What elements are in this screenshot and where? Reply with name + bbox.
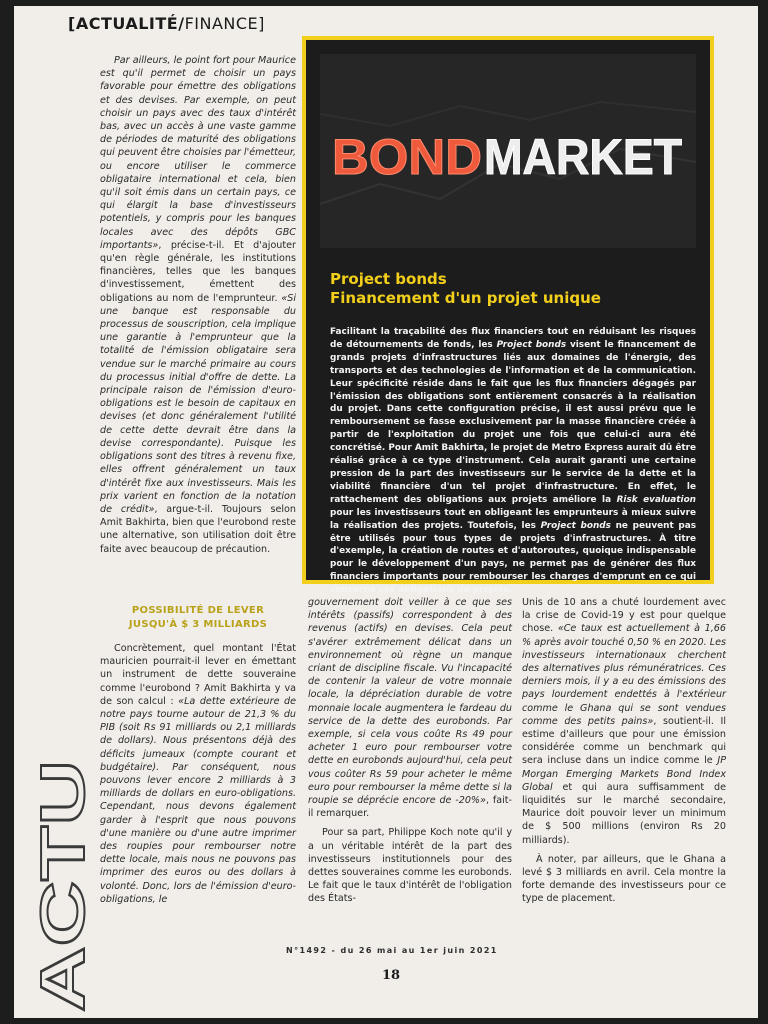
box-text-italic-3: Project bonds xyxy=(540,520,611,531)
side-label-text: ACTU xyxy=(29,839,98,1012)
rubric-section: [ACTUALITÉ/ xyxy=(68,14,185,33)
box-title-line-2: Financement d'un projet unique xyxy=(330,289,601,307)
col4-text-3: et qui aura suffisamment de liquidités sur le marché secondaire, Maurice doit pouvoir lever un minimum de $ 500 millions (environ Rs 20 milliards). xyxy=(522,781,726,846)
col3-quote-1: gouvernement doit veiller à ce que ses intérêts (passifs) correspondent à des revenus (actifs) en devises. Cela peut s'avérer extrêmement délicat dans un environnement où règne un manque criant de discipline fiscale. Vu l'incapacité de contenir la valeur de votre monnaie locale, la dépréciation durable de votre monnaie locale augmentera le fardeau du service de la dette des eurobonds. Par exemple, si cela vous coûte Rs 49 pour acheter 1 euro pour rembourser votre dette en eurobonds aujourd'hui, cela peut vous coûter Rs 59 pour acheter le même euro pour rembourser la même dette si la roupie se déprécie encore de -20%» xyxy=(308,597,512,807)
subheading xyxy=(100,604,296,632)
box-text-italic-1: Project bonds xyxy=(496,339,567,350)
rubric-subsection: FINANCE] xyxy=(184,14,265,33)
bond-market-banner xyxy=(320,54,696,248)
col3-text-1: , fait-il remarquer. xyxy=(308,795,512,820)
box-title xyxy=(330,270,690,308)
box-text-italic-2: Risk evaluation xyxy=(616,494,696,505)
col1-text-2: , argue-t-il. Toujours selon Amit Bakhirta, bien que l'eurobond reste une alternative, son utilisation doit être faite avec beaucoup de précaution. xyxy=(100,503,296,555)
magazine-page xyxy=(14,6,758,1018)
col2-text-1: Concrètement, quel montant l'État mauricien pourrait-il lever en émettant un instrument de dette souveraine comme l'eurobond ? Amit Bakhirta y va de son calcul : xyxy=(100,643,296,707)
subheading-line-2: JUSQU'À $ 3 MILLIARDS xyxy=(128,619,268,630)
article-column-1 xyxy=(100,54,296,556)
col3-text-2: Pour sa part, Philippe Koch note qu'il y a un véritable intérêt de la part des investisseurs institutionnels pour des dettes souveraines comme les eurobonds. Le fait que le taux d'intérêt de l'obligation des États- xyxy=(308,827,512,905)
sidebar-box-project-bonds xyxy=(302,36,714,596)
box-title-line-1: Project bonds xyxy=(330,270,447,288)
col4-text-1: Unis de 10 ans a chuté lourdement avec la crise de Covid-19 y est pour quelque chose. xyxy=(522,597,726,635)
col1-quote-2: «Si une banque est responsable du processus de souscription, cela implique une garantie à l'emprunteur que la totalité de l'émission obligataire sera vendue sur le marché primaire au cours du processus initial d'offre de dette. La principale raison de l'émission d'euro-obligations est le besoin de capitaux en devises (et donc généralement l'utilité de cette dette devrait être dans la devise correspondante). Puisque les obligations sont des titres à revenu fixe, elles offrent généralement un taux d'intérêt fixe aux investisseurs. Mais les prix varient en fonction de la notation de crédit» xyxy=(100,292,296,515)
col4-italic-index: JP Morgan Emerging Markets Bond Index Global xyxy=(522,755,726,793)
article-column-4 xyxy=(522,596,726,906)
col4-text-2: , soutient-il. Il estime d'ailleurs que pour une émission considérée comme un benchmark qui sera incluse dans un indice comme le xyxy=(522,715,726,767)
col1-quote-1: Par ailleurs, le point fort pour Maurice est qu'il permet de choisir un pays favorable pour émettre des obligations et des devises. Par exemple, on peut choisir un pays avec des taux d'intérêt bas, avec un accès à une vaste gamme de périodes de maturité des obligations qui peuvent être choisies par l'émetteur, ou encore utiliser le commerce obligataire international et cela, bien qu'il soit émis dans un certain pays, ce qui élargit la base d'investisseurs potentiels, y compris pour les banques locales avec des dépôts GBC importants» xyxy=(100,55,296,251)
col4-quote-1: «Ce taux est actuellement à 1,66 % après avoir touché 0,50 % en 2020. Les investisseurs internationaux cherchent des alternatives plus rémunératrices. Ces derniers mois, il y a eu des émissions des pays lourdement endettés à l'extérieur comme le Ghana qui se sont vendues comme des petits pains» xyxy=(522,623,726,727)
article-column-3 xyxy=(308,596,512,906)
box-text-part-1: Facilitant la traçabilité des flux financiers tout en réduisant les risques de détournements de fonds, les xyxy=(330,327,696,350)
banner-word-bond: BOND xyxy=(332,129,482,185)
page-number: 18 xyxy=(382,968,401,983)
box-text-part-2: visent le financement de grands projets d'infrastructures liés aux domaines de l'énergie, des transports et des technologies de l'information et de la communication. Leur spécificité réside dans le fait que les flux financiers dégagés par l'émission des obligations sont entièrement consacrés à la réalisation du projet. Dans cette configuration précise, il est aussi prévu que le remboursement se fasse exclusivement par la masse financière créée à partir de l'exploitation du projet une fois que celui-ci aura été concrétisé. Pour Amit Bakhirta, le projet de Metro Express aurait dû être réalisé grâce à ce type d'instrument. Cela aurait garanti une certaine pression de la part des investisseurs sur le service de la dette et la viabilité financière d'un tel projet d'infrastructure. En effet, le rattachement des obligations aux projets améliore la xyxy=(330,339,697,505)
col2-quote-1: «La dette extérieure de notre pays tourne autour de 21,3 % du PIB (soit Rs 91 milliards ou 2,1 milliards de dollars). Nous présentons déjà des déficits jumeaux (compte courant et budgétaire). Par conséquent, nous pouvons lever encore 2 milliards à 3 milliards de dollars en euro-obligations. Cependant, nous devons également garder à l'esprit que nous pouvons d'une manière ou d'une autre imprimer des roupies pour rembourser notre dette locale, mais nous ne pouvons pas imprimer des euros ou des dollars à volonté. Donc, lors de l'émission d'euro-obligations, le xyxy=(100,695,296,905)
issue-footer: N°1492 - du 26 mai au 1er juin 2021 xyxy=(286,946,498,955)
side-label-actu xyxy=(29,758,98,1014)
article-column-2 xyxy=(100,596,296,906)
box-body-text xyxy=(330,326,696,597)
section-rubric xyxy=(68,14,265,33)
col1-text-1: , précise-t-il. Et d'ajouter qu'en règle générale, les institutions financières, telles que les banques d'investissement, émettent des obligations au nom de l'emprunteur. xyxy=(100,239,296,304)
banner-word-market: MARKET xyxy=(484,129,682,185)
box-text-part-3: pour les investisseurs tout en obligeant les emprunteurs à mieux suivre la réalisation des projets. Toutefois, les xyxy=(330,507,696,531)
box-text-part-4: ne peuvent pas être utilisés pour tous types de projets d'infrastructures. À titre d'exemple, la création de routes et d'autoroutes, quoique indispensable pour le développement d'un pays, ne permet pas de générer des flux financiers importants pour rembourser les charges d'emprunt en ce qui concerne ces obligations de projets. xyxy=(330,520,696,596)
col4-text-4: À noter, par ailleurs, que le Ghana a levé $ 3 milliards en avril. Cela montre la forte demande des investisseurs pour ce type de placement. xyxy=(522,853,726,905)
subheading-line-1: POSSIBILITÉ DE LEVER xyxy=(131,605,265,616)
